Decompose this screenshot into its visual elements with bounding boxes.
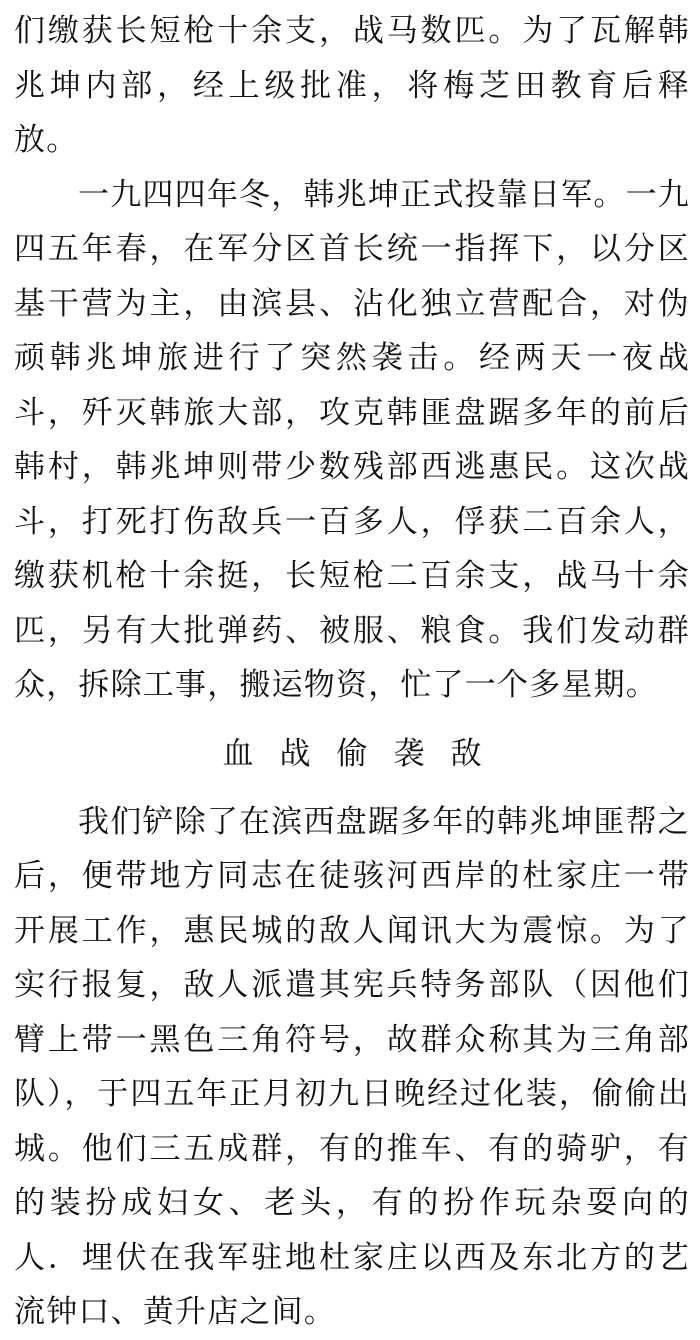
paragraph-enemy-ambush: 我们铲除了在滨西盘踞多年的韩兆坤匪帮之后，便带地方同志在徒骇河西岸的杜家庄一带开展工作，惠民城的敌人闻讯大为震惊。为了实行报复，敌人派遣其宪兵特务部队（因他们臂上带一黑色三角符号，故群众称其为三角部队），于四五年正月初九日晚经过化装，偷偷出城。他们三五成群，有的推车、有的骑驴，有的装扮成妇女、老头，有的扮作玩杂耍向的人．埋伏在我军驻地杜家庄以西及东北方的艺流钟口、黄升店之间。 (14, 803, 690, 1330)
section-title: 血战偷袭敌 (222, 735, 508, 772)
paragraph-han-zhaokun-defeat: 一九四四年冬，韩兆坤正式投靠日军。一九四五年春，在军分区首长统一指挥下，以分区基干营为主，由滨县、沾化独立营配合，对伪顽韩兆坤旅进行了突然袭击。经两天一夜战斗，歼灭韩旅大部，攻克韩匪盘踞多年的前后韩村，韩兆坤则带少数残部西逃惠民。这次战斗，打死打伤敌兵一百多人，俘获二百余人，缴获机枪十余挺，长短枪二百余支，战马十余匹，另有大批弹药、被服、粮食。我们发动群众，拆除工事，搬运物资，忙了一个多星期。 (14, 176, 690, 703)
paragraph-continuation: 们缴获长短枪十余支，战马数匹。为了瓦解韩兆坤内部，经上级批准，将梅芝田教育后释放。 (14, 13, 690, 158)
